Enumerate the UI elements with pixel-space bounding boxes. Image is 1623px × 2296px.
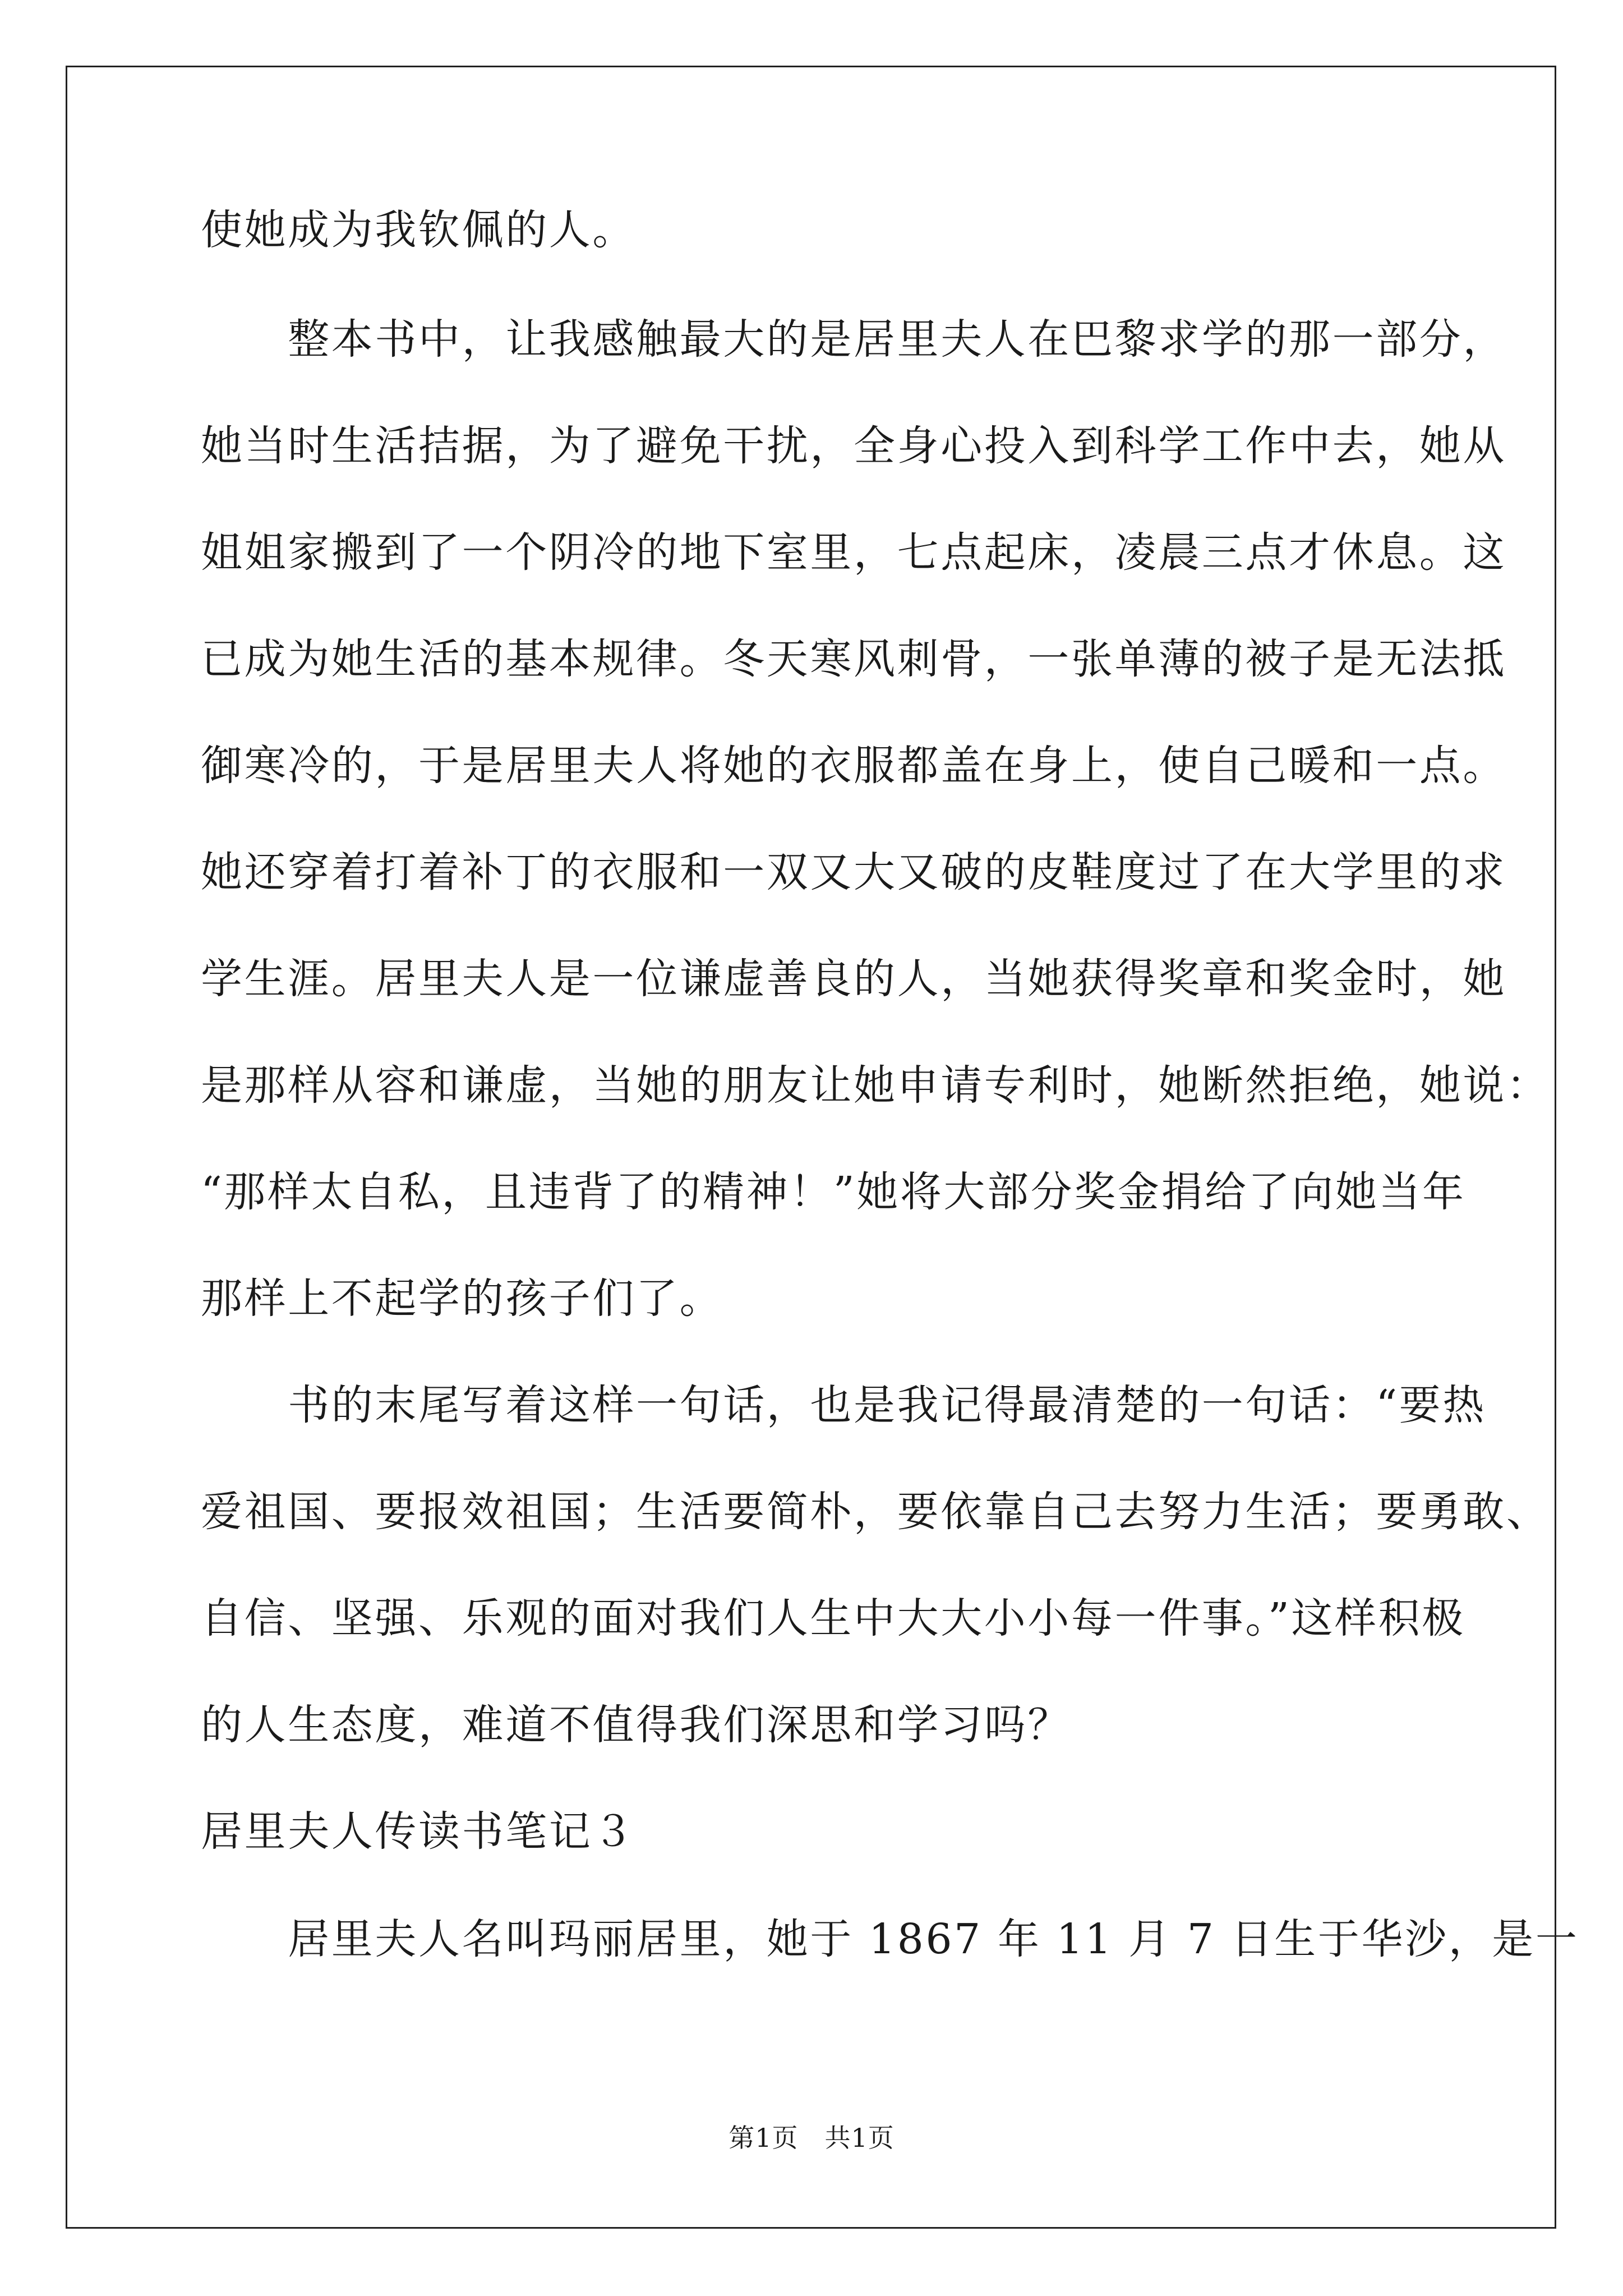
page-footer: 第1页 共1页 — [728, 2123, 895, 2153]
text-line: 的人生态度，难道不值得我们深思和学习吗？ — [201, 1701, 1071, 1749]
text-line: 是那样从容和谦虚，当她的朋友让她申请专利时，她断然拒绝，她说： — [201, 1061, 1550, 1110]
text-line: “那样太自私，且违背了的精神！”她将大部分奖金捐给了向她当年 — [201, 1168, 1466, 1216]
text-line: 居里夫人名叫玛丽居里，她于 1867 年 11 月 7 日生于华沙，是一 — [201, 1915, 1579, 1963]
text-line: 书的末尾写着这样一句话，也是我记得最清楚的一句话：“要热 — [201, 1381, 1486, 1429]
text-line: 御寒冷的，于是居里夫人将她的衣服都盖在身上，使自己暖和一点。 — [201, 742, 1506, 790]
text-line: 整本书中，让我感触最大的是居里夫人在巴黎求学的那一部分， — [201, 315, 1506, 364]
text-line: 她当时生活拮据，为了避免干扰，全身心投入到科学工作中去，她从 — [201, 422, 1506, 470]
text-line: 已成为她生活的基本规律。冬天寒风刺骨，一张单薄的被子是无法抵 — [201, 635, 1506, 683]
text-line: 她还穿着打着补丁的衣服和一双又大又破的皮鞋度过了在大学里的求 — [201, 848, 1506, 896]
text-line: 爱祖国、要报效祖国；生活要简朴，要依靠自己去努力生活；要勇敢、 — [201, 1488, 1550, 1536]
section-heading: 居里夫人传读书笔记３ — [201, 1807, 636, 1856]
text-line: 自信、坚强、乐观的面对我们人生中大大小小每一件事。”这样积极 — [201, 1594, 1465, 1642]
text-line: 那样上不起学的孩子们了。 — [201, 1274, 723, 1323]
text-line: 使她成为我钦佩的人。 — [201, 206, 636, 254]
text-line: 学生涯。居里夫人是一位谦虚善良的人，当她获得奖章和奖金时，她 — [201, 955, 1506, 1003]
text-line: 姐姐家搬到了一个阴冷的地下室里，七点起床，凌晨三点才休息。这 — [201, 528, 1506, 577]
page-frame — [66, 66, 1556, 2229]
